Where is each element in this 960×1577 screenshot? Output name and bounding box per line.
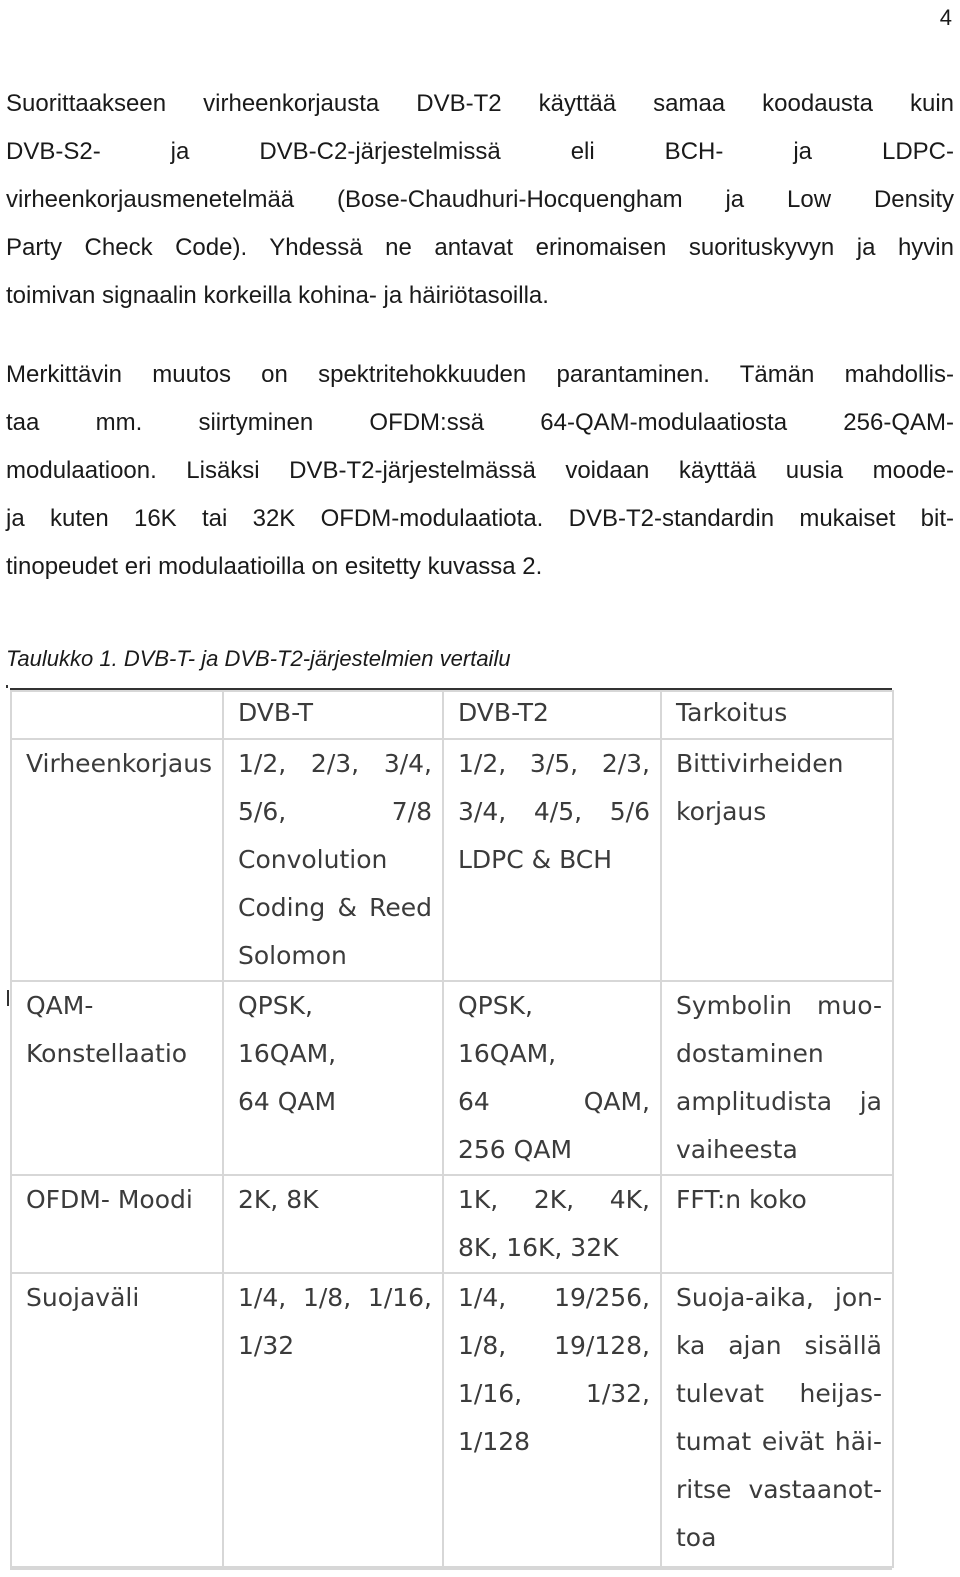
cell-text-line: 5/6, 7/8 [238, 797, 432, 826]
cell-text-line: Suoja-aika, jon- [676, 1283, 882, 1312]
table-cell [661, 1273, 893, 1567]
table-cell [223, 739, 443, 981]
cell-text-line: 1/4, 1/8, 1/16, [238, 1283, 432, 1312]
cell-text-line: FFT:n koko [676, 1185, 807, 1214]
cell-text-line: Suojaväli [26, 1283, 140, 1312]
cell-text-line: 1/2, 2/3, 3/4, [238, 749, 432, 778]
cell-text-line: Convolution [238, 845, 388, 874]
paragraph-line: toimivan signaalin korkeilla kohina- ja häiriötasoilla. [6, 282, 549, 309]
cell-text-line: 256 QAM [458, 1135, 573, 1164]
cell-text-line: Virheenkorjaus [26, 749, 213, 778]
table-header-cell [443, 691, 661, 739]
cell-text-line: ritse vastaanot- [676, 1475, 882, 1504]
cell-text-line: 16QAM, [238, 1039, 337, 1068]
cell-text-line: toa [676, 1523, 717, 1552]
table-cell [223, 1175, 443, 1273]
scan-mark [6, 685, 8, 688]
table-cell [11, 739, 223, 981]
paragraph-line: modulaatioon. Lisäksi DVB-T2-järjestelmässä voidaan käyttää uusia moode- [6, 457, 954, 484]
cell-text-line: 8K, 16K, 32K [458, 1233, 619, 1262]
paragraph-error-correction [6, 80, 954, 320]
cell-text-line: vaiheesta [676, 1135, 798, 1164]
table-cell [223, 1273, 443, 1567]
cell-text-line: 1/32 [238, 1331, 295, 1360]
table-cell [11, 981, 223, 1175]
cell-text-line: 16QAM, [458, 1039, 557, 1068]
table-header-cell [223, 691, 443, 739]
cell-text-line: tumat eivät häi- [676, 1427, 882, 1456]
table-cell [11, 1273, 223, 1567]
cell-text-line: QAM- [26, 991, 94, 1020]
cell-text-line: 2K, 8K [238, 1185, 319, 1214]
cell-text-line: Solomon [238, 941, 347, 970]
paragraph-line: DVB-S2- ja DVB-C2-järjestelmissä eli BCH- ja LDPC- [6, 138, 954, 165]
scan-mark [7, 990, 9, 1006]
cell-text-line: LDPC & BCH [458, 845, 613, 874]
cell-text-line: 1/16, 1/32, [458, 1379, 650, 1408]
cell-text-line: ka ajan sisällä [676, 1331, 882, 1360]
table-header-row [11, 691, 893, 739]
cell-text-line: tulevat heijas- [676, 1379, 882, 1408]
cell-text-line: 1K, 2K, 4K, [458, 1185, 650, 1214]
paragraph-line: ja kuten 16K tai 32K OFDM-modulaatiota. DVB-T2-standardin mukaiset bit- [6, 505, 954, 532]
header-label: DVB-T2 [458, 698, 549, 727]
cell-text-line: korjaus [676, 797, 767, 826]
paragraph-line: Merkittävin muutos on spektritehokkuuden parantaminen. Tämän mahdollis- [6, 361, 954, 388]
cell-text-line: Coding & Reed [238, 893, 432, 922]
table-caption: Taulukko 1. DVB-T- ja DVB-T2-järjestelmien vertailu [6, 646, 511, 671]
cell-text-line: amplitudista ja [676, 1087, 882, 1116]
table-row-qam [11, 981, 893, 1175]
paragraph-spectral-efficiency [6, 351, 954, 591]
cell-text-line: dostaminen [676, 1039, 824, 1068]
cell-text-line: 64 QAM [238, 1087, 337, 1116]
table-cell [443, 981, 661, 1175]
paragraph-line: Party Check Code). Yhdessä ne antavat erinomaisen suorituskyvyn ja hyvin [6, 234, 954, 261]
cell-text-line: QPSK, [458, 991, 533, 1020]
table-row-virheenkorjaus [11, 739, 893, 981]
paragraph-line: Suorittaakseen virheenkorjausta DVB-T2 käyttää samaa koodausta kuin [6, 90, 954, 117]
cell-text-line: 1/8, 19/128, [458, 1331, 650, 1360]
table-cell [223, 981, 443, 1175]
cell-text-line: Bittivirheiden [676, 749, 844, 778]
table-cell [11, 1175, 223, 1273]
table-cell [443, 739, 661, 981]
table-cell [443, 1175, 661, 1273]
cell-text-line: 1/2, 3/5, 2/3, [458, 749, 650, 778]
table-header-cell [661, 691, 893, 739]
table-cell [661, 739, 893, 981]
table-cell [661, 981, 893, 1175]
table-row-suojavali [11, 1273, 893, 1567]
cell-text-line: Konstellaatio [26, 1039, 188, 1068]
table-row-ofdm [11, 1175, 893, 1273]
header-label: Tarkoitus [676, 698, 788, 727]
table-header-cell [11, 691, 223, 739]
paragraph-line: tinopeudet eri modulaatioilla on esitetty kuvassa 2. [6, 553, 543, 580]
header-label: DVB-T [238, 698, 314, 727]
comparison-table-image [10, 688, 892, 1570]
comparison-table [10, 690, 894, 1568]
page-number: 4 [939, 5, 952, 30]
table-cell [661, 1175, 893, 1273]
cell-text-line: OFDM- Moodi [26, 1185, 193, 1214]
paragraph-line: taa mm. siirtyminen OFDM:ssä 64-QAM-modulaatiosta 256-QAM- [6, 409, 954, 436]
table-cell [443, 1273, 661, 1567]
cell-text-line: 3/4, 4/5, 5/6 [458, 797, 650, 826]
cell-text-line: QPSK, [238, 991, 313, 1020]
cell-text-line: 64 QAM, [458, 1087, 650, 1116]
cell-text-line: 1/128 [458, 1427, 531, 1456]
cell-text-line: 1/4, 19/256, [458, 1283, 650, 1312]
paragraph-line: virheenkorjausmenetelmää (Bose-Chaudhuri-Hocquengham ja Low Density [6, 186, 954, 213]
cell-text-line: Symbolin muo- [676, 991, 882, 1020]
